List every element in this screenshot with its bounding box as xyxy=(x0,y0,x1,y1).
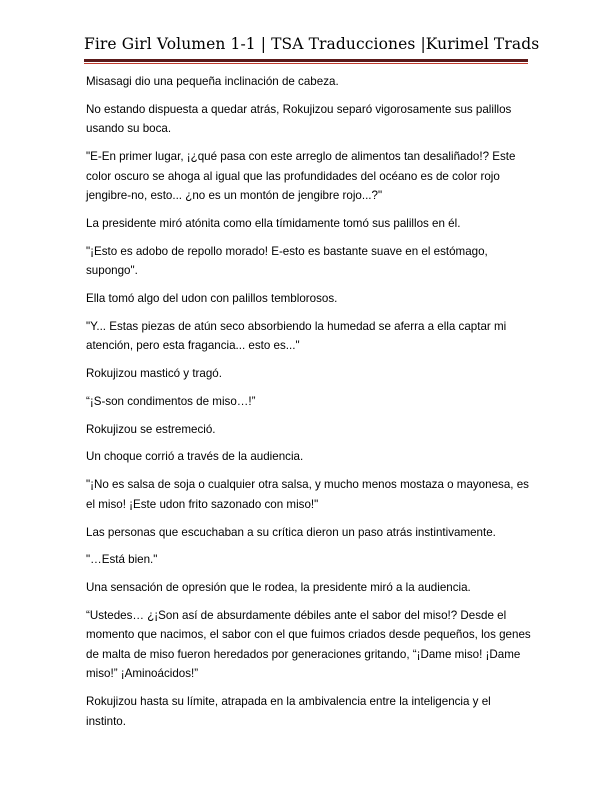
body-text xyxy=(86,72,532,740)
paragraph: “¡S-son condimentos de miso…!” xyxy=(86,394,256,408)
header-rule-dark xyxy=(84,59,528,62)
paragraph: No estando dispuesta a quedar atrás, Rokujizou separó vigorosamente sus palillos usando su boca. xyxy=(86,102,512,136)
paragraph: Una sensación de opresión que le rodea, la presidente miró a la audiencia. xyxy=(86,581,471,595)
paragraph: Rokujizou masticó y tragó. xyxy=(86,367,222,381)
paragraph: "Y... Estas piezas de atún seco absorbiendo la humedad se aferra a ella captar mi atención, pero esta fragancia... esto es..." xyxy=(86,319,507,353)
paragraph: La presidente miró atónita como ella tímidamente tomó sus palillos en él. xyxy=(86,216,461,230)
paragraph: Un choque corrió a través de la audiencia. xyxy=(86,450,304,464)
header-title: Fire Girl Volumen 1-1 | TSA Traducciones |Kurimel Trads xyxy=(84,35,540,53)
paragraph: “Ustedes… ¿¡Son así de absurdamente débiles ante el sabor del miso!? Desde el momento que nacimos, el sabor con el que fuimos criados desde pequeños, los genes de malta de miso fueron heredados por generaciones gritando, “¡Dame miso! ¡Dame miso!” ¡Aminoácidos!” xyxy=(86,608,531,681)
paragraph: Las personas que escuchaban a su crítica dieron un paso atrás instintivamente. xyxy=(86,525,496,539)
paragraph: Rokujizou se estremeció. xyxy=(86,422,216,436)
paragraph: "…Está bien." xyxy=(86,553,158,567)
header-rule-red xyxy=(84,63,528,64)
paragraph: Rokujizou hasta su límite, atrapada en la ambivalencia entre la inteligencia y el instinto. xyxy=(86,695,491,728)
paragraph: Misasagi dio una pequeña inclinación de cabeza. xyxy=(86,75,339,88)
paragraph: Ella tomó algo del udon con palillos temblorosos. xyxy=(86,291,338,305)
paragraph: "¡No es salsa de soja o cualquier otra salsa, y mucho menos mostaza o mayonesa, es el miso! ¡Este udon frito sazonado con miso!" xyxy=(86,478,529,511)
paragraph: "E-En primer lugar, ¡¿qué pasa con este arreglo de alimentos tan desaliñado!? Este color oscuro se ahoga al igual que las profundidades del océano es de color rojo jengibre-no, esto... ¿no es un montón de jengibre rojo...?" xyxy=(86,150,516,203)
paragraph: "¡Esto es adobo de repollo morado! E-esto es bastante suave en el estómago, supongo". xyxy=(86,244,488,278)
